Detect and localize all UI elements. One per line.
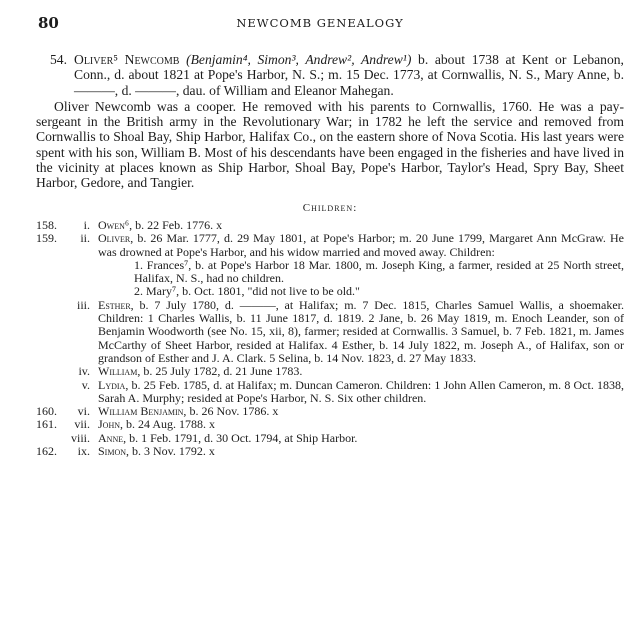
child-roman-numeral bbox=[58, 259, 98, 286]
child-details bbox=[98, 232, 624, 259]
child-item bbox=[36, 299, 624, 365]
genealogy-entry bbox=[36, 52, 624, 98]
narrative-paragraph: Oliver Newcomb was a cooper. He removed with his parents to Cornwallis, 1760. He was a pay-sergeant in the British army in the Revolutionary War; in 1782 he left the service and removed from Cornwallis to Shoal Bay, Ship Harbor, Halifax Co., on the eastern shore of Nova Scotia. His last years were spent with his son, William B. Most of his descendants have been engaged in the fisheries and have lived in the vicinity at places known as Ship Harbor, Shoal Bay, Pope's Harbor, Taylor's Head, Spry Bay, Sheet Harbor, Gedore, and Tangier. bbox=[36, 98, 624, 191]
child-name: John, bbox=[98, 417, 127, 432]
child-roman-numeral: iii. bbox=[76, 297, 90, 312]
child-record-number: 159. bbox=[36, 231, 57, 246]
child-record-number: 162. bbox=[36, 444, 57, 459]
child-item bbox=[36, 219, 624, 232]
child-details bbox=[98, 379, 624, 406]
child-details bbox=[98, 432, 624, 445]
child-text: b. 24 Aug. 1788. x bbox=[126, 417, 216, 432]
child-item bbox=[36, 418, 624, 431]
child-text: 2. Mary⁷, b. Oct. 1801, "did not live to be old." bbox=[134, 284, 360, 299]
entry-number: 54. bbox=[50, 52, 67, 67]
child-name: Anne, bbox=[98, 430, 130, 445]
grandchild-item bbox=[36, 259, 624, 286]
child-name: Esther, bbox=[98, 297, 140, 312]
child-record-number: 160. bbox=[36, 404, 57, 419]
child-text: b. 26 Nov. 1786. x bbox=[189, 404, 279, 419]
children-list bbox=[36, 219, 624, 458]
child-details bbox=[98, 445, 624, 458]
child-record-number bbox=[36, 432, 58, 445]
child-text: b. 25 Feb. 1785, d. at Halifax; m. Duncan Cameron. Children: 1 John Allen Cameron, m. 8 Oct. 1838, Sarah A. Murphy; resided at Pope's Harbor, N. S. Six other children. bbox=[98, 377, 625, 405]
child-roman-numeral: iv. bbox=[78, 364, 90, 379]
child-roman-numeral: i. bbox=[83, 217, 90, 232]
child-text: b. 22 Feb. 1776. x bbox=[135, 217, 223, 232]
running-head: NEWCOMB GENEALOGY bbox=[236, 16, 404, 30]
child-roman-numeral: vi. bbox=[77, 404, 90, 419]
grandchild-item bbox=[36, 285, 624, 298]
child-name: Lydia, bbox=[98, 377, 132, 392]
child-details bbox=[98, 219, 624, 232]
child-name: Owen⁶, bbox=[98, 217, 136, 232]
entry-ancestry: (Benjamin⁴, Simon³, Andrew², Andrew¹) bbox=[186, 52, 412, 67]
child-roman-numeral: v. bbox=[81, 377, 90, 392]
child-record-number: 158. bbox=[36, 217, 57, 232]
child-text: b. 26 Mar. 1777, d. 29 May 1801, at Pope's Harbor; m. 20 June 1799, Margaret Ann McGraw. He was drowned at Pope's Harbor, and his widow married and moved away. Children: bbox=[98, 231, 625, 259]
child-name: Simon, bbox=[98, 444, 133, 459]
child-name: William, bbox=[98, 364, 144, 379]
child-details bbox=[98, 365, 624, 378]
child-text: 1. Frances⁷, b. at Pope's Harbor 18 Mar. 1800, m. Joseph King, a farmer, resided at 25 North street, Halifax, N. S., had no children. bbox=[134, 257, 624, 286]
child-item bbox=[36, 432, 624, 445]
child-details bbox=[98, 418, 624, 431]
child-roman-numeral: ix. bbox=[77, 444, 90, 459]
entry-name: Oliver⁵ Newcomb bbox=[74, 52, 180, 67]
child-roman-numeral: vii. bbox=[74, 417, 90, 432]
child-text: b. 25 July 1782, d. 21 June 1783. bbox=[143, 364, 303, 379]
child-details bbox=[98, 299, 624, 365]
page-body bbox=[36, 52, 624, 458]
child-name: William Benjamin, bbox=[98, 404, 190, 419]
child-details bbox=[98, 405, 624, 418]
child-item bbox=[36, 232, 624, 259]
child-item bbox=[36, 379, 624, 406]
child-name: Oliver, bbox=[98, 231, 138, 246]
child-text: b. 7 July 1780, d. ———, at Halifax; m. 7 Dec. 1815, Charles Samuel Wallis, a shoemaker. Children: 1 Charles Wallis, b. 11 June 1817, d. 1819. 2 Jane, b. 26 May 1819, m. Enoch Leander, son of Benjamin Woodworth (see No. 15, xii, 8), farmer; resided at Cornwallis. 3 Samuel, b. 7 Feb. 1821, m. James McCarthy of Sheet Harbor, resided at Halifax. 4 Esther, b. 14 July 1822, m. Joseph A., of Halifax, son or grandson of Esther and J. A. Clark. 5 Selina, b. 14 Nov. 1823, d. 27 May 1833. bbox=[98, 297, 624, 365]
child-roman-numeral: viii. bbox=[70, 430, 90, 445]
child-text: b. 1 Feb. 1791, d. 30 Oct. 1794, at Ship Harbor. bbox=[129, 430, 358, 445]
page-number: 80 bbox=[38, 14, 59, 32]
child-details bbox=[98, 259, 624, 286]
child-item bbox=[36, 405, 624, 418]
child-item bbox=[36, 445, 624, 458]
child-record-number bbox=[36, 259, 58, 286]
child-item bbox=[36, 365, 624, 378]
child-roman-numeral bbox=[58, 285, 98, 298]
child-text: b. 3 Nov. 1792. x bbox=[132, 444, 215, 459]
child-record-number bbox=[36, 299, 58, 365]
child-record-number bbox=[36, 365, 58, 378]
child-record-number bbox=[36, 285, 58, 298]
child-record-number: 161. bbox=[36, 417, 57, 432]
entry-vitals: b. about 1738 at Kent or Lebanon, Conn., d. about 1821 at Pope's Harbor, N. S.; m. 15 Dec. 1773, at Cornwallis, N. S., Mary Anne, b. ———, d. ———, dau. of William and Eleanor Mahegan. bbox=[74, 52, 624, 98]
child-roman-numeral: ii. bbox=[80, 231, 90, 246]
children-heading: Children: bbox=[302, 201, 358, 214]
child-details bbox=[98, 285, 624, 298]
child-record-number bbox=[36, 379, 58, 406]
